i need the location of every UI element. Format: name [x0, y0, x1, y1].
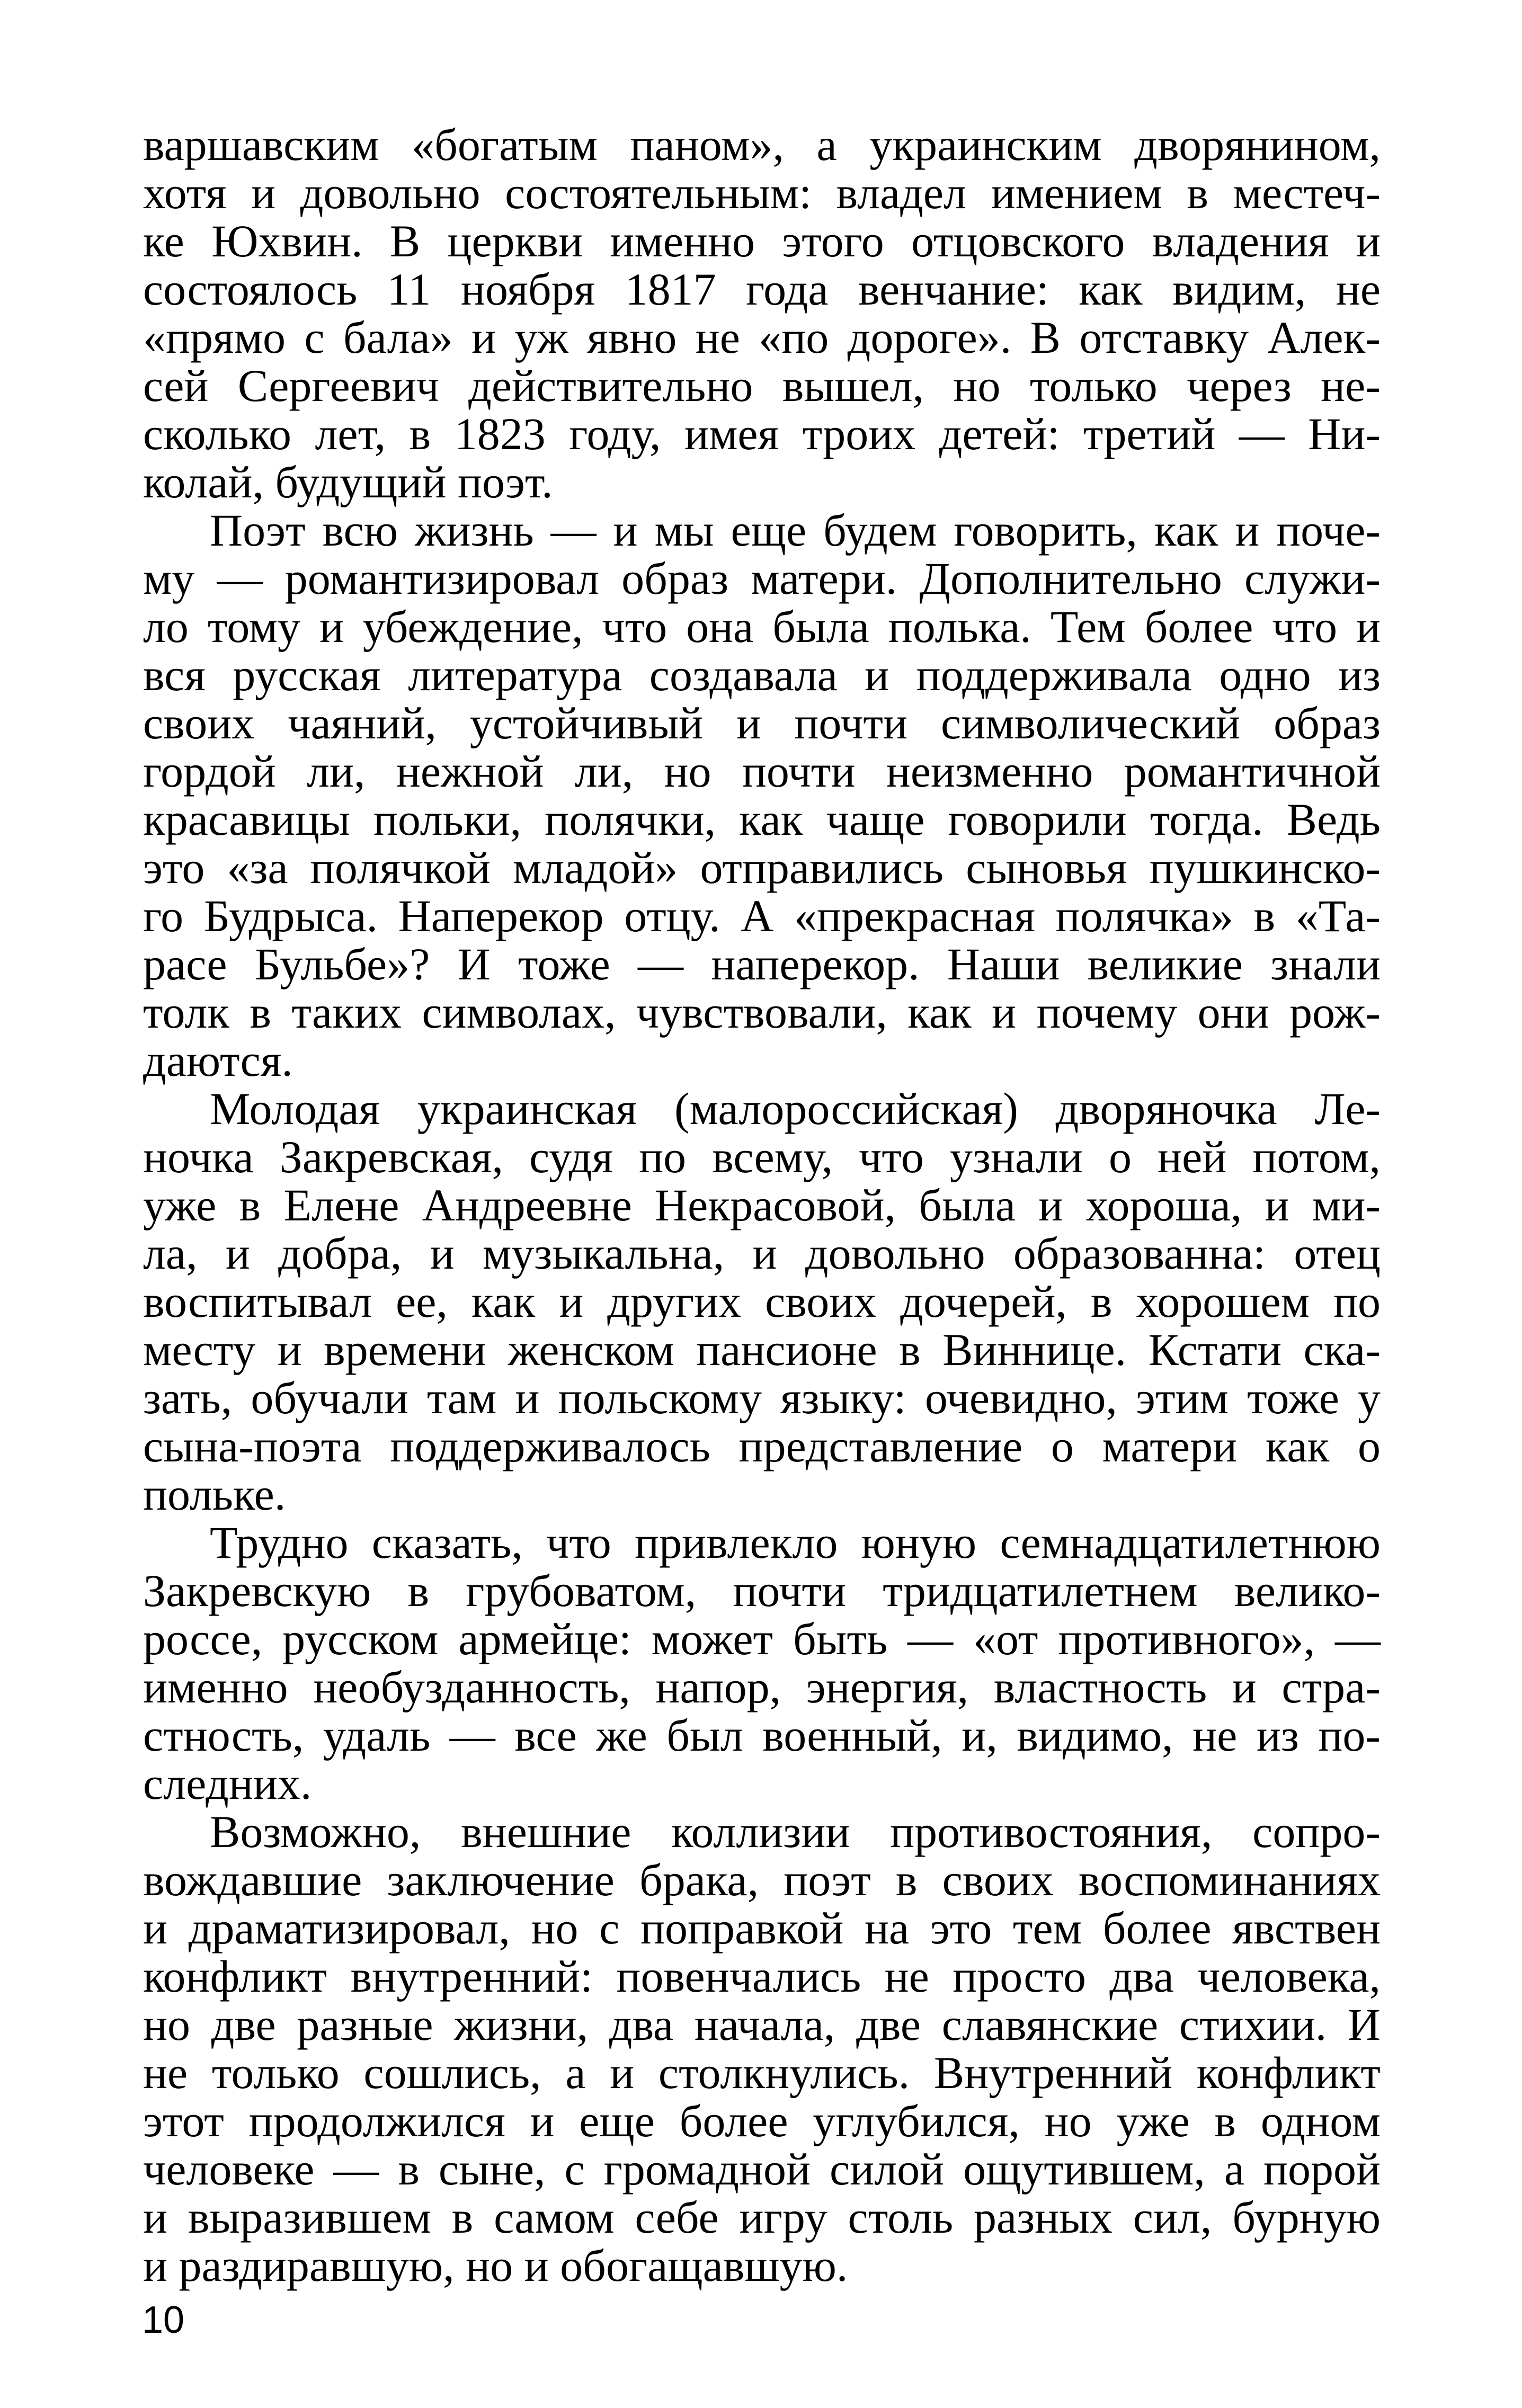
- body-text: [143, 121, 1381, 2290]
- text-line: месту и времени женском пансионе в Виннице. Кстати ска-: [143, 1324, 1381, 1375]
- paragraph: [143, 1808, 1381, 2290]
- text-line: го Будрыса. Наперекор отцу. А «прекрасная полячка» в «Та-: [143, 890, 1381, 941]
- paragraph: [143, 1519, 1381, 1808]
- text-line: уже в Елене Андреевне Некрасовой, была и хороша, и ми-: [143, 1180, 1381, 1230]
- text-line: Молодая украинская (малороссийская) дворяночка Ле-: [210, 1083, 1381, 1134]
- text-line: не только сошлись, а и столкнулись. Внутренний конфликт: [143, 2047, 1381, 2098]
- text-line: ночка Закревская, судя по всему, что узнали о ней потом,: [143, 1131, 1381, 1182]
- text-line: польке.: [143, 1469, 286, 1520]
- text-line: вся русская литература создавала и поддерживала одно из: [143, 649, 1381, 700]
- paragraph: [143, 506, 1381, 1085]
- text-line: это «за полячкой младой» отправились сыновья пушкинско-: [143, 842, 1381, 893]
- text-line: стность, удаль — все же был военный, и, видимо, не из по-: [143, 1710, 1381, 1761]
- paragraph: [143, 1085, 1381, 1519]
- text-line: Возможно, внешние коллизии противостояния, сопро-: [210, 1806, 1381, 1857]
- text-line: зать, обучали там и польскому языку: очевидно, этим тоже у: [143, 1372, 1381, 1423]
- text-line: этот продолжился и еще более углубился, но уже в одном: [143, 2095, 1381, 2146]
- text-line: ла, и добра, и музыкальна, и довольно образованна: отец: [143, 1228, 1381, 1279]
- text-line: и драматизировал, но с поправкой на это тем более явствен: [143, 1903, 1381, 1954]
- text-line: именно необузданность, напор, энергия, властность и стра-: [143, 1662, 1381, 1713]
- text-line: даются.: [143, 1035, 293, 1086]
- text-line: состоялось 11 ноября 1817 года венчание: как видим, не: [143, 264, 1381, 315]
- text-line: ло тому и убеждение, что она была полька. Тем более что и: [143, 601, 1381, 652]
- text-line: следних.: [143, 1758, 312, 1809]
- text-line: Закревскую в грубоватом, почти тридцатилетнем велико-: [143, 1565, 1381, 1616]
- text-line: Поэт всю жизнь — и мы еще будем говорить, как и поче-: [210, 505, 1381, 556]
- text-line: сей Сергеевич действительно вышел, но только через не-: [143, 360, 1381, 411]
- text-line: «прямо с бала» и уж явно не «по дороге». В отставку Алек-: [143, 312, 1381, 363]
- text-line: воспитывал ее, как и других своих дочерей, в хорошем по: [143, 1276, 1381, 1327]
- text-line: хотя и довольно состоятельным: владел имением в местеч-: [143, 167, 1381, 218]
- text-line: гордой ли, нежной ли, но почти неизменно романтичной: [143, 746, 1381, 797]
- text-line: но две разные жизни, два начала, две славянские стихии. И: [143, 1999, 1381, 2050]
- text-line: Трудно сказать, что привлекло юную семнадцатилетнюю: [210, 1517, 1381, 1568]
- text-line: толк в таких символах, чувствовали, как и почему они рож-: [143, 987, 1381, 1038]
- text-line: конфликт внутренний: повенчались не просто два человека,: [143, 1951, 1381, 2002]
- text-line: сколько лет, в 1823 году, имея троих детей: третий — Ни-: [143, 408, 1381, 459]
- text-line: ке Юхвин. В церкви именно этого отцовского владения и: [143, 216, 1381, 266]
- text-line: му — романтизировал образ матери. Дополнительно служи-: [143, 553, 1381, 604]
- text-line: своих чаяний, устойчивый и почти символический образ: [143, 698, 1381, 748]
- text-line: вождавшие заключение брака, поэт в своих воспоминаниях: [143, 1854, 1381, 1905]
- text-line: человеке — в сыне, с громадной силой ощутившем, а порой: [143, 2144, 1381, 2195]
- text-line: и раздиравшую, но и обогащавшую.: [143, 2240, 848, 2291]
- text-line: россе, русском армейце: может быть — «от противного», —: [143, 1613, 1381, 1664]
- text-line: расе Бульбе»? И тоже — наперекор. Наши великие знали: [143, 939, 1381, 989]
- paragraph: [143, 121, 1381, 506]
- text-line: варшавским «богатым паном», а украинским дворянином,: [143, 119, 1381, 170]
- text-line: колай, будущий поэт.: [143, 457, 553, 507]
- text-line: красавицы польки, полячки, как чаще говорили тогда. Ведь: [143, 794, 1381, 845]
- text-line: сына-поэта поддерживалось представление о матери как о: [143, 1421, 1381, 1471]
- page-number: 10: [142, 2299, 185, 2341]
- text-line: и выразившем в самом себе игру столь разных сил, бурную: [143, 2192, 1381, 2243]
